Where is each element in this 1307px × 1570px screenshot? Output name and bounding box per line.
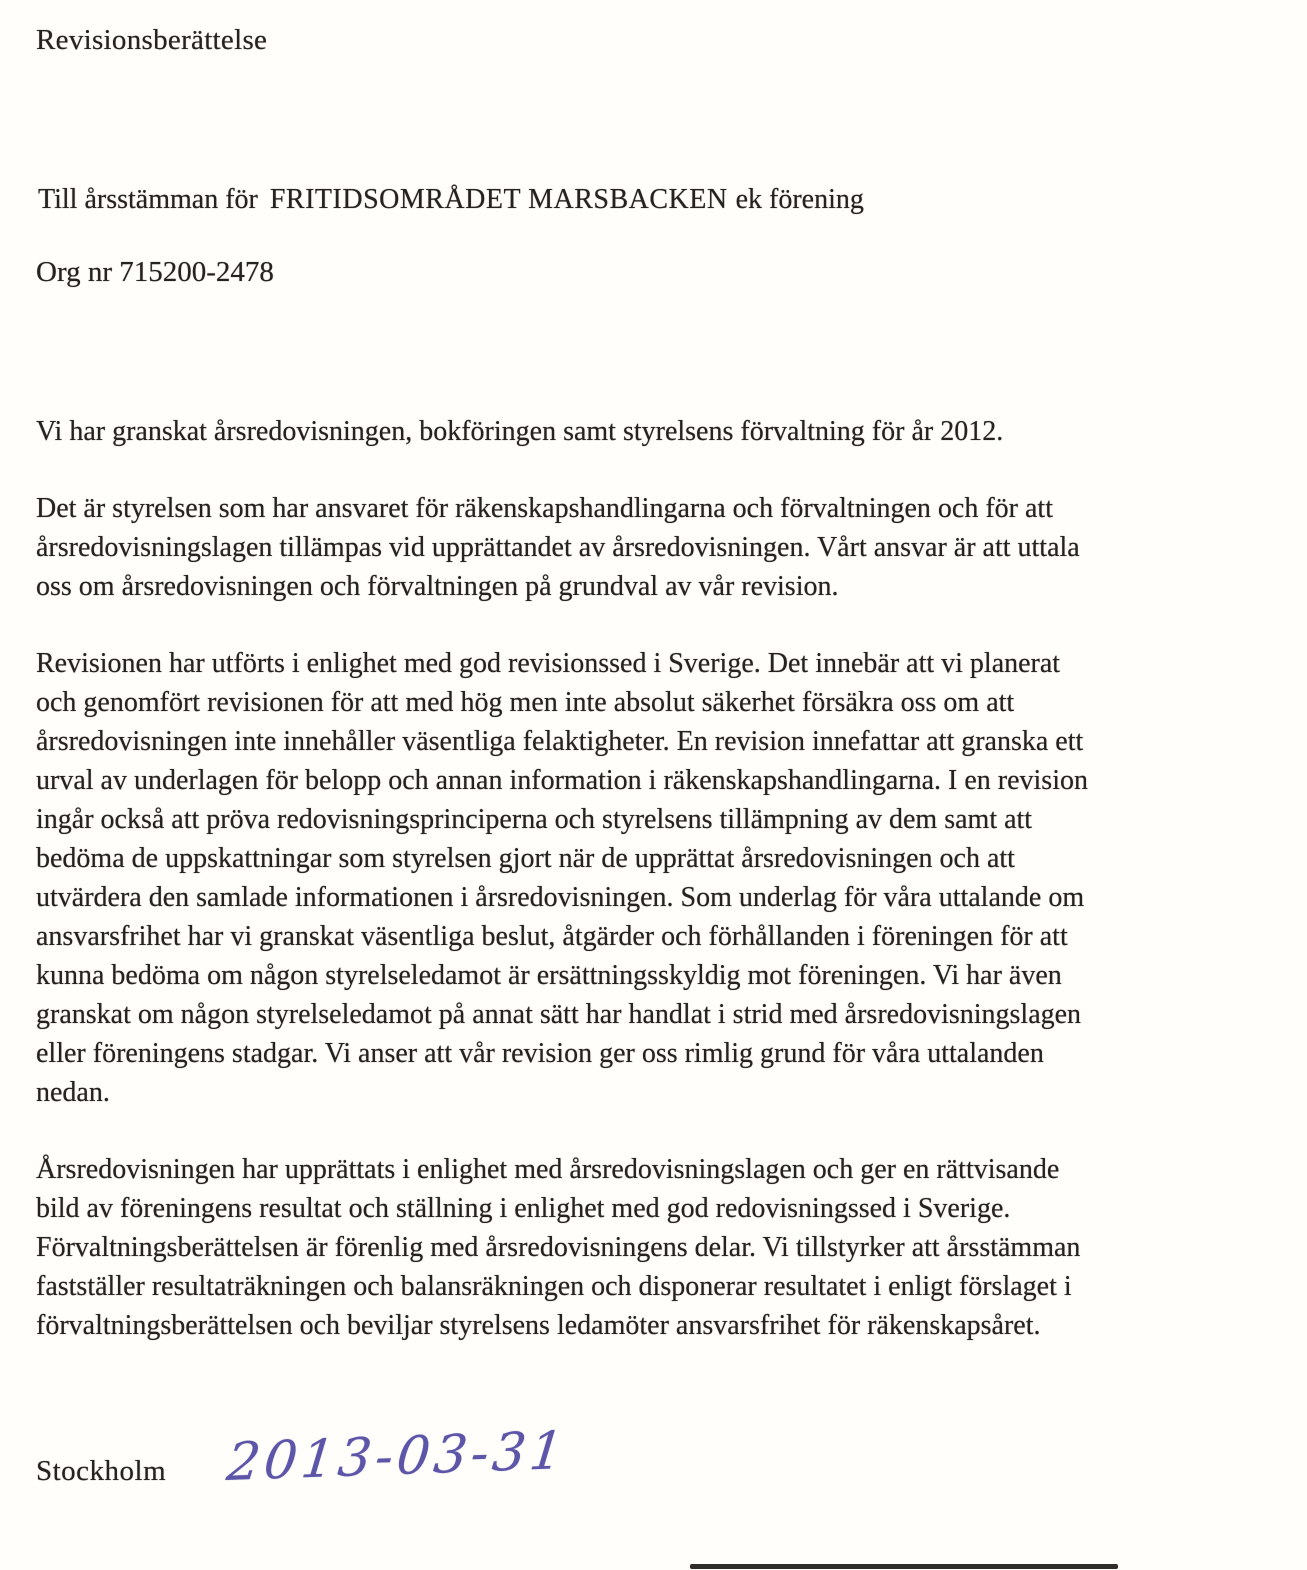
text-line: ansvarsfrihet har vi granskat väsentliga beslut, åtgärder och förhållanden i föreningen för att [36,921,1068,952]
text-line: årsredovisningslagen tillämpas vid upprättandet av årsredovisningen. Vårt ansvar är att uttala [36,532,1080,563]
handwritten-date: 2013-03-31 [224,1420,570,1493]
text-line: bild av föreningens resultat och ställning i enlighet med god redovisningssed i Sverige. [36,1193,1011,1224]
document-title: Revisionsberättelse [36,24,268,56]
text-line: Vi har granskat årsredovisningen, bokföringen samt styrelsens förvaltning för år 2012. [36,416,1004,447]
body-paragraphs [36,412,1286,1383]
text-line: fastställer resultaträkningen och balansräkningen och disponerar resultatet i enligt förslaget i [36,1271,1072,1302]
text-line: granskat om någon styrelseledamot på annat sätt har handlat i strid med årsredovisningslagen [36,999,1082,1030]
scan-artifact-line [690,1564,1118,1569]
text-line: Årsredovisningen har upprättats i enlighet med årsredovisningslagen och ger en rättvisande [36,1154,1060,1185]
signature-city: Stockholm [36,1455,167,1487]
text-line: ingår också att pröva redovisningsprinciperna och styrelsens tillämpning av dem samt att [36,804,1033,835]
organization-suffix: ek förening [735,184,864,215]
paragraph-responsibility [36,489,1286,606]
paragraph-audit-process [36,644,1286,1112]
text-line: Förvaltningsberättelsen är förenlig med årsredovisningens delar. Vi tillstyrker att årsstämman [36,1232,1081,1263]
text-line: Revisionen har utförts i enlighet med god revisionssed i Sverige. Det innebär att vi planerat [36,648,1061,679]
text-line: eller föreningens stadgar. Vi anser att vår revision ger oss rimlig grund för våra uttalanden [36,1038,1044,1069]
paragraph-scope [36,412,1286,451]
paragraph-opinion [36,1150,1286,1345]
addressee-line [38,184,864,216]
text-line: kunna bedöma om någon styrelseledamot är ersättningsskyldig mot föreningen. Vi har även [36,960,1062,991]
text-line: årsredovisningen inte innehåller väsentliga felaktigheter. En revision innefattar att granska ett [36,726,1084,757]
signature-row [36,1420,936,1493]
text-line: bedöma de uppskattningar som styrelsen gjort när de upprättat årsredovisningen och att [36,843,1015,874]
text-line: Det är styrelsen som har ansvaret för räkenskapshandlingarna och förvaltningen och för att [36,493,1053,524]
text-line: urval av underlagen för belopp och annan information i räkenskapshandlingarna. I en revision [36,765,1088,796]
text-line: utvärdera den samlade informationen i årsredovisningen. Som underlag för våra uttalande om [36,882,1085,913]
organization-name: FRITIDSOMRÅDET MARSBACKEN [269,184,728,215]
text-line: oss om årsredovisningen och förvaltningen på grundval av vår revision. [36,571,839,602]
org-number: Org nr 715200-2478 [36,256,274,288]
text-line: nedan. [36,1077,110,1108]
text-line: och genomfört revisionen för att med hög men inte absolut säkerhet försäkra oss om att [36,687,1015,718]
addressee-prefix: Till årsstämman för [38,184,258,215]
text-line: förvaltningsberättelsen och beviljar styrelsens ledamöter ansvarsfrihet för räkenskapsåret. [36,1310,1041,1341]
